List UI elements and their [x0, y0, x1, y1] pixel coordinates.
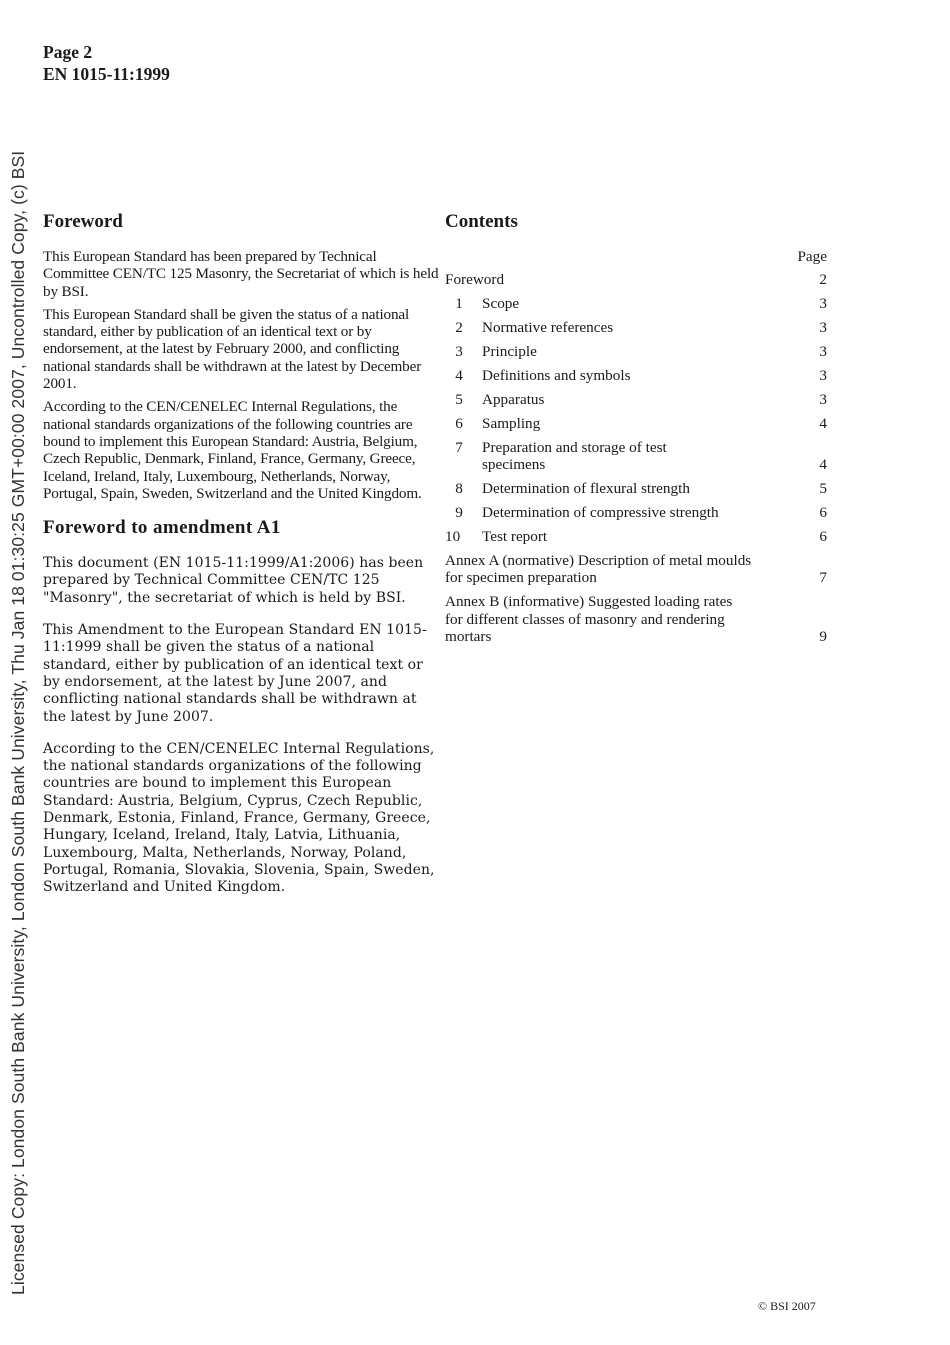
toc-title: Definitions and symbols [482, 366, 631, 384]
toc-title: Sampling [482, 414, 541, 432]
toc-entry-2[interactable] [445, 319, 827, 336]
toc-page: 4 [819, 456, 827, 474]
foreword-paragraph: According to the CEN/CENELEC Internal Regulations, the national standards organizations of the following countries are bound to implement this European Standard: Austria, Belgium, Czech Republic, Denmark, Finland, France, Germany, Greece, Iceland, Ireland, Italy, Luxembourg, Netherlands, Norway, Portugal, Spain, Sweden, Switzerland and the United Kingdom. [43, 398, 422, 502]
toc-page: 4 [819, 414, 827, 432]
toc-page: 7 [819, 569, 827, 587]
amendment-body [43, 555, 443, 896]
toc-title: Annex B (informative) Suggested loading rates for different classes of masonry and rendering mortars [445, 593, 733, 645]
toc-title: Apparatus [482, 390, 545, 408]
toc-page: 6 [819, 528, 827, 546]
toc-page: 3 [819, 342, 827, 360]
toc-number: 4 [455, 366, 463, 384]
left-column [43, 210, 443, 897]
foreword-paragraph: This European Standard shall be given the status of a national standard, either by publication of an identical text or by endorsement, at the latest by February 2000, and conflicting national standards shall be withdrawn at the latest by December 2001. [43, 305, 422, 393]
toc-number: 6 [455, 414, 463, 432]
contents-list [445, 271, 827, 645]
toc-title: Annex A (normative) Description of metal moulds for specimen preparation [445, 552, 752, 587]
toc-title: Preparation and storage of test specimens [482, 438, 667, 474]
toc-number: 3 [455, 342, 463, 360]
amendment-heading: Foreword to amendment A1 [43, 517, 281, 539]
amendment-paragraph: This document (EN 1015-11:1999/A1:2006) has been prepared by Technical Committee CEN/TC 125 "Masonry", the secretariat of which is held by BSI. [43, 555, 424, 606]
toc-entry-4[interactable] [445, 367, 827, 384]
toc-entry-6[interactable] [445, 415, 827, 432]
toc-number: 2 [455, 318, 463, 336]
toc-page: 9 [819, 628, 827, 645]
toc-page: 3 [819, 390, 827, 408]
toc-number: 8 [455, 480, 463, 498]
page-header [43, 41, 170, 85]
toc-entry-10[interactable] [445, 528, 827, 545]
toc-page: 3 [819, 294, 827, 312]
contents-heading: Contents [445, 211, 518, 232]
toc-number: 5 [455, 390, 463, 408]
toc-entry-8[interactable] [445, 480, 827, 497]
license-watermark: Licensed Copy: London South Bank University, London South Bank University, Thu Jan 18 01:30:25 GMT+00:00 2007, Uncontrolled Copy, (c) BSI [8, 150, 28, 1295]
toc-entry-annex-a[interactable] [445, 552, 827, 587]
toc-number: 7 [455, 438, 463, 456]
foreword-body [43, 248, 443, 502]
toc-page: 3 [819, 366, 827, 384]
standard-number: EN 1015-11:1999 [43, 64, 170, 84]
toc-entry-9[interactable] [445, 504, 827, 521]
page-number: Page 2 [43, 42, 93, 62]
foreword-paragraph: This European Standard has been prepared by Technical Committee CEN/TC 125 Masonry, the Secretariat of which is held by BSI. [43, 248, 439, 300]
toc-title: Scope [482, 294, 520, 312]
toc-entry-foreword[interactable] [445, 271, 827, 288]
toc-entry-annex-b[interactable] [445, 593, 827, 645]
toc-page: 2 [819, 271, 827, 288]
toc-title: Test report [482, 528, 548, 546]
toc-title: Foreword [445, 271, 505, 288]
contents-column [445, 210, 827, 645]
toc-page: 3 [819, 318, 827, 336]
foreword-heading: Foreword [43, 211, 123, 232]
toc-title: Normative references [482, 318, 614, 336]
toc-page: 6 [819, 504, 827, 522]
amendment-paragraph: This Amendment to the European Standard EN 1015-11:1999 shall be given the status of a national standard, either by publication of an identical text or by endorsement, at the latest by June 2007, and conflicting national standards shall be withdrawn at the latest by June 2007. [43, 622, 427, 725]
toc-number: 10 [445, 528, 461, 546]
toc-entry-7[interactable] [445, 439, 827, 474]
toc-number: 9 [455, 504, 463, 522]
page-column-label: Page [797, 248, 827, 265]
toc-entry-3[interactable] [445, 343, 827, 360]
copyright-notice: © BSI 2007 [758, 1299, 816, 1313]
toc-title: Principle [482, 342, 537, 360]
amendment-paragraph: According to the CEN/CENELEC Internal Regulations, the national standards organizations of the following countries are bound to implement this European Standard: Austria, Belgium, Cyprus, Czech Republic, Denmark, Estonia, Finland, France, Germany, Greece, Hungary, Iceland, Ireland, Italy, Latvia, Lithuania, Luxembourg, Malta, Netherlands, Norway, Poland, Portugal, Romania, Slovakia, Slovenia, Spain, Sweden, Switzerland and United Kingdom. [43, 740, 435, 896]
toc-entry-1[interactable] [445, 295, 827, 312]
toc-entry-5[interactable] [445, 391, 827, 408]
toc-title: Determination of flexural strength [482, 480, 690, 498]
toc-page: 5 [819, 480, 827, 498]
toc-title: Determination of compressive strength [482, 504, 719, 522]
toc-number: 1 [455, 294, 463, 312]
